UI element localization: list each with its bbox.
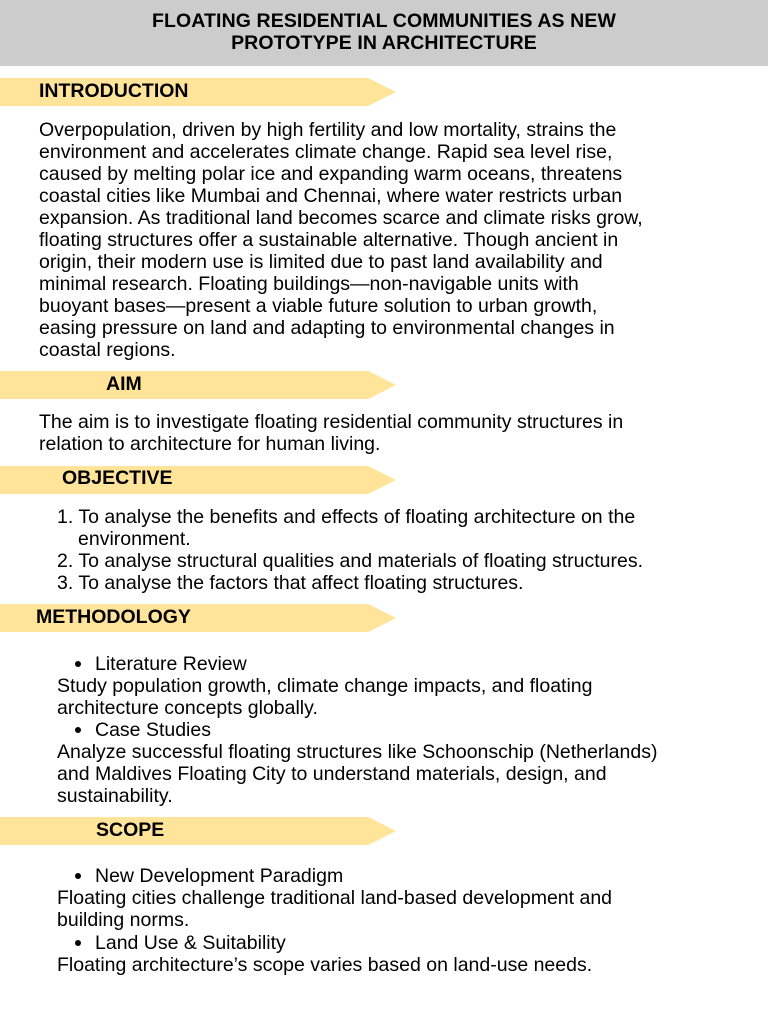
introduction-line: origin, their modern use is limited due to past land availability and [39, 251, 603, 273]
objective-text: To analyse the benefits and effects of floating architecture on the [78, 506, 636, 528]
aim-banner [0, 371, 396, 399]
scope-heading: SCOPE [96, 819, 165, 841]
introduction-line: environment and accelerates climate change. Rapid sea level rise, [39, 141, 613, 163]
objective-item-3 [57, 572, 523, 594]
scope-banner [0, 817, 396, 845]
aim-line: relation to architecture for human living. [39, 433, 381, 455]
introduction-line: coastal regions. [39, 339, 176, 361]
introduction-paragraph [39, 119, 754, 361]
objective-banner [0, 466, 396, 494]
objective-number: 2. [57, 550, 74, 572]
bullet-dot [75, 873, 81, 879]
objective-heading: OBJECTIVE [62, 467, 173, 489]
methodology-text-line: sustainability. [57, 785, 173, 807]
introduction-line: floating structures offer a sustainable alternative. Though ancient in [39, 229, 619, 251]
introduction-line: expansion. As traditional land becomes scarce and climate risks grow, [39, 207, 643, 229]
bullet-dot [75, 661, 81, 667]
aim-paragraph [39, 411, 754, 455]
introduction-line: Overpopulation, driven by high fertility and low mortality, strains the [39, 119, 617, 141]
scope-text-line: building norms. [57, 909, 190, 931]
methodology-text-line: and Maldives Floating City to understand materials, design, and [57, 763, 607, 785]
methodology-bullet-literature-review: Literature Review [95, 653, 247, 675]
objective-number: 1. [57, 506, 74, 528]
objective-item-2 [57, 550, 643, 572]
objective-item-1-continuation: environment. [78, 528, 191, 550]
bullet-dot [75, 940, 81, 946]
methodology-heading: METHODOLOGY [36, 606, 191, 628]
methodology-text-line: architecture concepts globally. [57, 697, 318, 719]
bullet-dot [75, 727, 81, 733]
scope-bullet-land-use-suitability: Land Use & Suitability [95, 932, 286, 954]
scope-text-line: Floating cities challenge traditional land-based development and [57, 887, 613, 909]
methodology-text-line: Study population growth, climate change impacts, and floating [57, 675, 593, 697]
introduction-heading: INTRODUCTION [39, 80, 189, 102]
introduction-line: minimal research. Floating buildings—non-navigable units with [39, 273, 579, 295]
introduction-line: buoyant bases—present a viable future solution to urban growth, [39, 295, 598, 317]
scope-text-line: Floating architecture’s scope varies based on land-use needs. [57, 954, 593, 976]
title-line-1: FLOATING RESIDENTIAL COMMUNITIES AS NEW [152, 10, 616, 32]
objective-number: 3. [57, 572, 74, 594]
scope-bullet-new-development-paradigm: New Development Paradigm [95, 865, 344, 887]
aim-line: The aim is to investigate floating residential community structures in [39, 411, 624, 433]
objective-item-1 [57, 506, 635, 528]
introduction-line: caused by melting polar ice and expanding warm oceans, threatens [39, 163, 623, 185]
title-line-2: PROTOTYPE IN ARCHITECTURE [231, 32, 537, 54]
methodology-text-line: Analyze successful floating structures like Schoonschip (Netherlands) [57, 741, 658, 763]
document-title [0, 10, 768, 54]
objective-text: To analyse the factors that affect floating structures. [78, 572, 524, 594]
introduction-line: coastal cities like Mumbai and Chennai, where water restricts urban [39, 185, 623, 207]
aim-heading: AIM [106, 373, 142, 395]
objective-text: To analyse structural qualities and materials of floating structures. [78, 550, 644, 572]
introduction-line: easing pressure on land and adapting to environmental changes in [39, 317, 615, 339]
methodology-bullet-case-studies: Case Studies [95, 719, 211, 741]
